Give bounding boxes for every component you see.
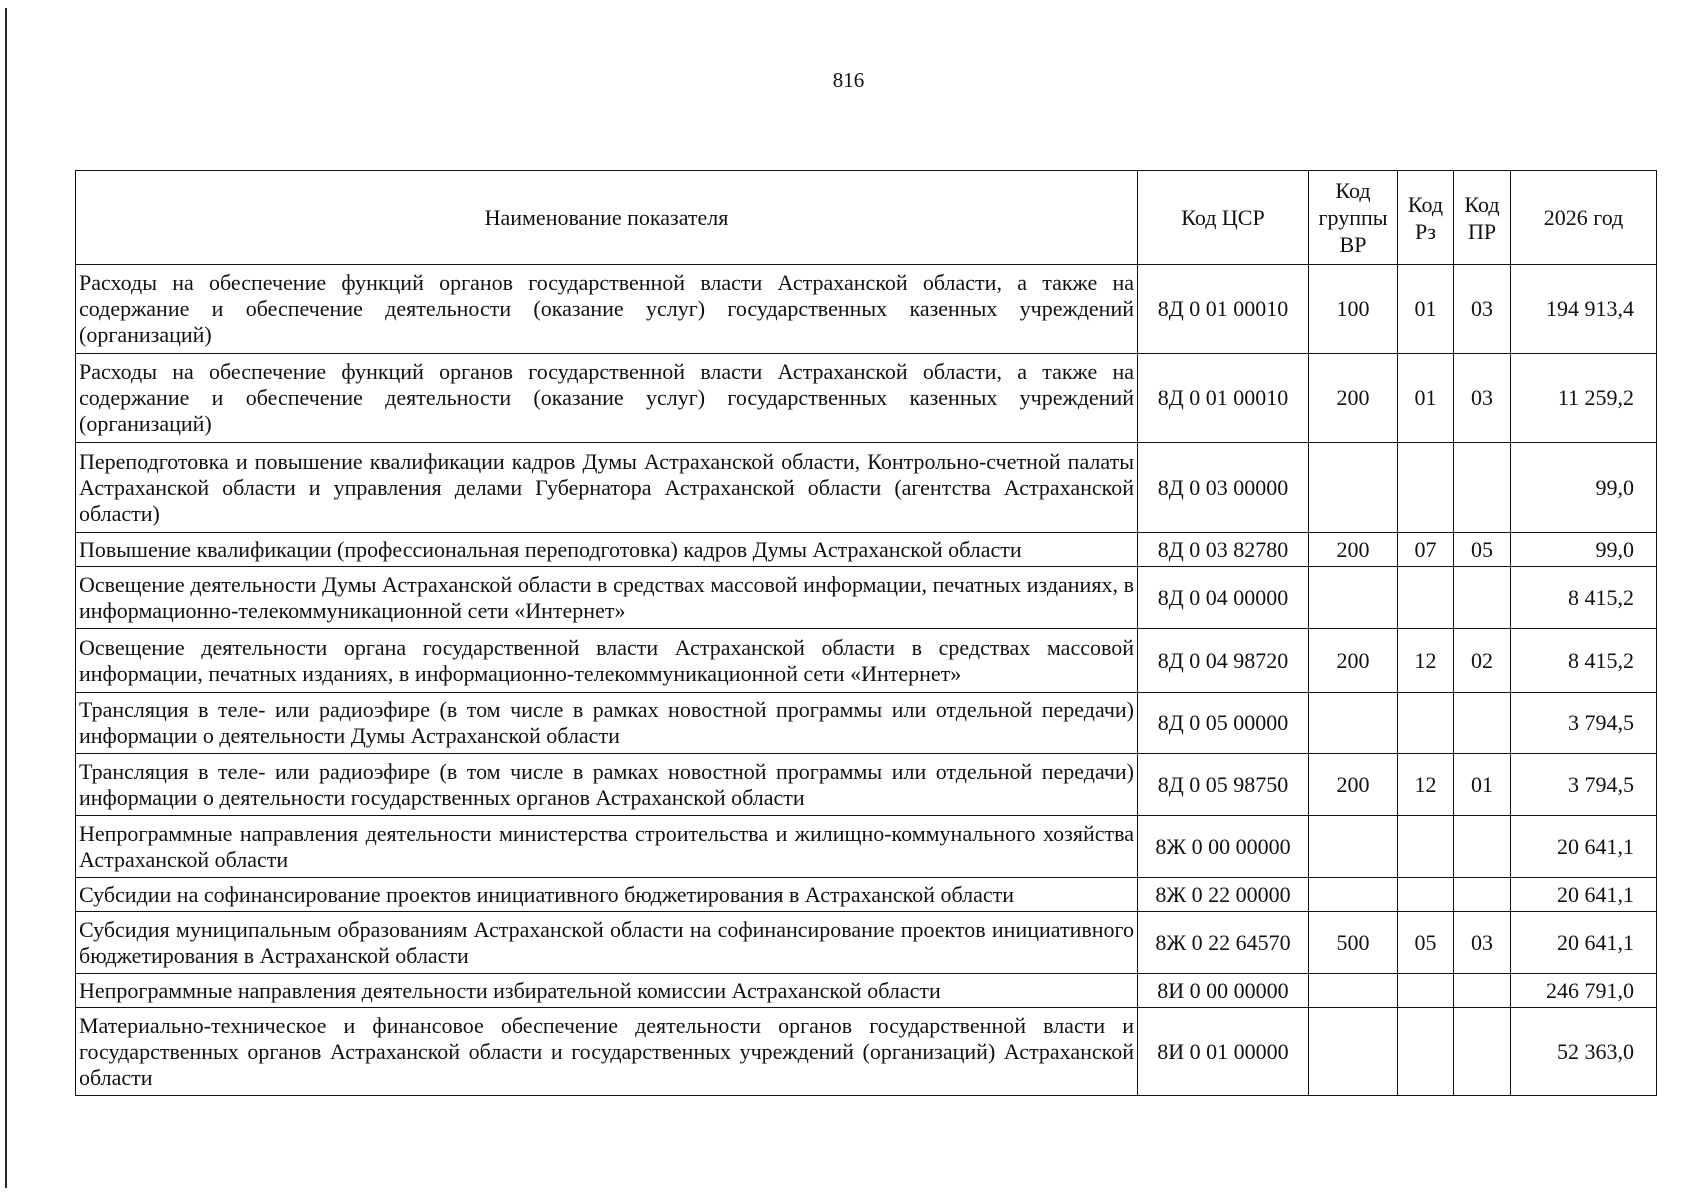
row-pr-code: 05 [1454, 533, 1511, 567]
row-vr-code [1309, 816, 1398, 878]
row-rz-code [1398, 878, 1454, 912]
row-vr-code [1309, 974, 1398, 1008]
row-amount: 8 415,2 [1511, 567, 1657, 629]
row-csr-code: 8И 0 00 00000 [1138, 974, 1309, 1008]
budget-table [75, 170, 1657, 1096]
header-rz-code: Код Рз [1398, 171, 1454, 265]
row-name: Субсидия муниципальным образованиям Астраханской области на софинансирование проектов инициативного бюджетирования в Астраханской области [76, 912, 1138, 974]
row-amount: 20 641,1 [1511, 816, 1657, 878]
row-vr-code: 200 [1309, 754, 1398, 816]
row-csr-code: 8Ж 0 22 00000 [1138, 878, 1309, 912]
row-amount: 246 791,0 [1511, 974, 1657, 1008]
row-name: Повышение квалификации (профессиональная переподготовка) кадров Думы Астраханской области [76, 533, 1138, 567]
row-name: Непрограммные направления деятельности министерства строительства и жилищно-коммунального хозяйства Астраханской области [76, 816, 1138, 878]
row-rz-code: 01 [1398, 265, 1454, 354]
row-pr-code [1454, 567, 1511, 629]
table-row [76, 912, 1657, 974]
row-csr-code: 8Д 0 05 00000 [1138, 693, 1309, 754]
row-amount: 3 794,5 [1511, 693, 1657, 754]
header-vr-code: Код группы ВР [1309, 171, 1398, 265]
row-vr-code [1309, 567, 1398, 629]
row-vr-code [1309, 443, 1398, 533]
row-rz-code [1398, 816, 1454, 878]
row-csr-code: 8Д 0 03 82780 [1138, 533, 1309, 567]
row-amount: 52 363,0 [1511, 1008, 1657, 1096]
table-row [76, 567, 1657, 629]
row-vr-code [1309, 693, 1398, 754]
table-row [76, 533, 1657, 567]
table-header-row [76, 171, 1657, 265]
table-row [76, 754, 1657, 816]
table-row [76, 1008, 1657, 1096]
header-name: Наименование показателя [76, 171, 1138, 265]
row-amount: 8 415,2 [1511, 629, 1657, 693]
row-amount: 194 913,4 [1511, 265, 1657, 354]
row-pr-code [1454, 816, 1511, 878]
row-amount: 99,0 [1511, 533, 1657, 567]
header-pr-code: Код ПР [1454, 171, 1511, 265]
row-rz-code: 12 [1398, 629, 1454, 693]
row-rz-code [1398, 693, 1454, 754]
row-name: Субсидии на софинансирование проектов инициативного бюджетирования в Астраханской области [76, 878, 1138, 912]
row-amount: 20 641,1 [1511, 912, 1657, 974]
row-csr-code: 8Д 0 04 00000 [1138, 567, 1309, 629]
row-name: Материально-техническое и финансовое обеспечение деятельности органов государственной власти и государственных органов Астраханской области и государственных учреждений (организаций) Астраханской области [76, 1008, 1138, 1096]
table-row [76, 974, 1657, 1008]
row-csr-code: 8Ж 0 22 64570 [1138, 912, 1309, 974]
row-pr-code [1454, 1008, 1511, 1096]
row-csr-code: 8Ж 0 00 00000 [1138, 816, 1309, 878]
table-row [76, 693, 1657, 754]
row-pr-code: 02 [1454, 629, 1511, 693]
page-number: 816 [832, 68, 865, 92]
table-row [76, 354, 1657, 443]
row-csr-code: 8И 0 01 00000 [1138, 1008, 1309, 1096]
row-amount: 11 259,2 [1511, 354, 1657, 443]
table-row [76, 629, 1657, 693]
row-vr-code [1309, 1008, 1398, 1096]
row-amount: 3 794,5 [1511, 754, 1657, 816]
row-vr-code: 200 [1309, 629, 1398, 693]
row-rz-code [1398, 1008, 1454, 1096]
row-pr-code [1454, 443, 1511, 533]
row-csr-code: 8Д 0 01 00010 [1138, 354, 1309, 443]
row-rz-code [1398, 567, 1454, 629]
row-vr-code: 500 [1309, 912, 1398, 974]
row-name: Освещение деятельности Думы Астраханской области в средствах массовой информации, печатных изданиях, в информационно-телекоммуникационной сети «Интернет» [76, 567, 1138, 629]
row-pr-code [1454, 693, 1511, 754]
row-name: Трансляция в теле- или радиоэфире (в том числе в рамках новостной программы или отдельной передачи) информации о деятельности Думы Астраханской области [76, 693, 1138, 754]
row-vr-code: 200 [1309, 354, 1398, 443]
row-rz-code: 05 [1398, 912, 1454, 974]
row-vr-code: 100 [1309, 265, 1398, 354]
row-rz-code: 12 [1398, 754, 1454, 816]
row-name: Расходы на обеспечение функций органов государственной власти Астраханской области, а также на содержание и обеспечение деятельности (оказание услуг) государственных казенных учреждений (организаций) [76, 265, 1138, 354]
scan-edge-line [5, 8, 7, 1188]
row-pr-code: 01 [1454, 754, 1511, 816]
table-row [76, 816, 1657, 878]
row-name: Непрограммные направления деятельности избирательной комиссии Астраханской области [76, 974, 1138, 1008]
row-vr-code [1309, 878, 1398, 912]
row-pr-code [1454, 974, 1511, 1008]
row-csr-code: 8Д 0 05 98750 [1138, 754, 1309, 816]
table-row [76, 443, 1657, 533]
row-vr-code: 200 [1309, 533, 1398, 567]
table-row [76, 878, 1657, 912]
row-rz-code: 01 [1398, 354, 1454, 443]
row-name: Трансляция в теле- или радиоэфире (в том числе в рамках новостной программы или отдельной передачи) информации о деятельности государственных органов Астраханской области [76, 754, 1138, 816]
row-pr-code: 03 [1454, 912, 1511, 974]
row-name: Освещение деятельности органа государственной власти Астраханской области в средствах массовой информации, печатных изданиях, в информационно-телекоммуникационной сети «Интернет» [76, 629, 1138, 693]
row-name: Расходы на обеспечение функций органов государственной власти Астраханской области, а также на содержание и обеспечение деятельности (оказание услуг) государственных казенных учреждений (организаций) [76, 354, 1138, 443]
row-rz-code: 07 [1398, 533, 1454, 567]
row-csr-code: 8Д 0 04 98720 [1138, 629, 1309, 693]
row-rz-code [1398, 974, 1454, 1008]
row-pr-code [1454, 878, 1511, 912]
table-row [76, 265, 1657, 354]
row-amount: 99,0 [1511, 443, 1657, 533]
row-csr-code: 8Д 0 01 00010 [1138, 265, 1309, 354]
row-name: Переподготовка и повышение квалификации кадров Думы Астраханской области, Контрольно-счетной палаты Астраханской области и управления делами Губернатора Астраханской области (агентства Астраханской области) [76, 443, 1138, 533]
header-csr-code: Код ЦСР [1138, 171, 1309, 265]
row-amount: 20 641,1 [1511, 878, 1657, 912]
row-rz-code [1398, 443, 1454, 533]
row-pr-code: 03 [1454, 354, 1511, 443]
row-pr-code: 03 [1454, 265, 1511, 354]
row-csr-code: 8Д 0 03 00000 [1138, 443, 1309, 533]
header-year-2026: 2026 год [1511, 171, 1657, 265]
